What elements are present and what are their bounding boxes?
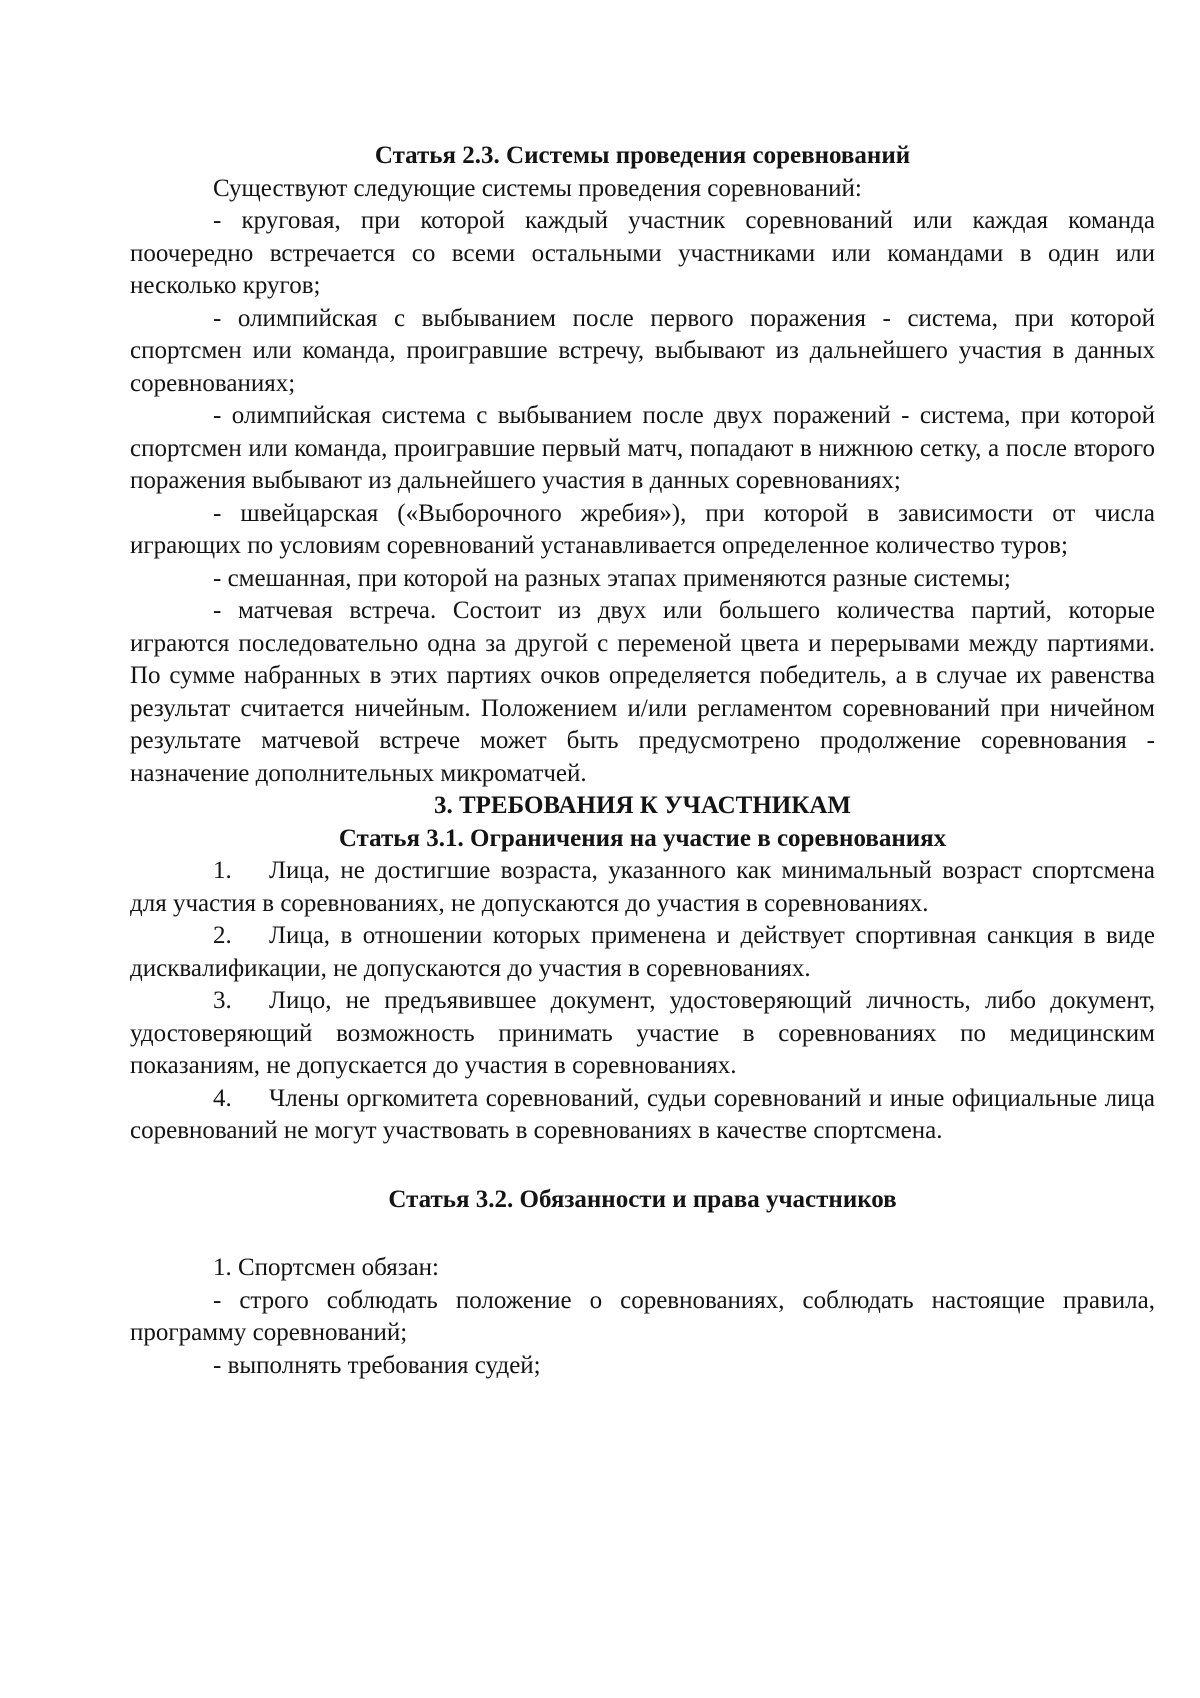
item-number: 3. [213, 987, 232, 1014]
document-page [130, 140, 1155, 1382]
numbered-item [130, 920, 1155, 985]
section-3-title: 3. ТРЕБОВАНИЯ К УЧАСТНИКАМ [433, 792, 852, 819]
article-2-3-title: Статья 2.3. Системы проведения соревнований [374, 142, 911, 169]
numbered-item [130, 1083, 1155, 1148]
list-item: - швейцарская («Выборочного жребия»), при которой в зависимости от числа играющих по условиям соревнований устанавливается определенное количество туров; [130, 499, 1155, 559]
numbered-item [130, 985, 1155, 1083]
list-item: - выполнять требования судей; [213, 1351, 541, 1379]
list-item: - круговая, при которой каждый участник соревнований или каждая команда поочередно встречается со всеми остальными участниками или командами в один или несколько кругов; [130, 207, 1155, 299]
item-text: Лица, не достигшие возраста, указанного как минимальный возраст спортсмена для участия в соревнованиях, не допускаются до участия в соревнованиях. [130, 857, 1155, 917]
list-item: - олимпийская с выбыванием после первого поражения - система, при которой спортсмен или команда, проигравшие встречу, выбывают из дальнейшего участия в данных соревнованиях; [130, 304, 1155, 397]
item-text: Лица, в отношении которых применена и действует спортивная санкция в виде дисквалификации, не допускаются до участия в соревнованиях. [130, 922, 1155, 982]
item-number: 2. [213, 922, 232, 949]
list-item: - смешанная, при которой на разных этапах применяются разные системы; [213, 564, 1011, 592]
item-number: 1. [213, 857, 232, 884]
article-3-2-lead: 1. Спортсмен обязан: [213, 1254, 439, 1281]
list-item: - матчевая встреча. Состоит из двух или большего количества партий, которые играются последовательно одна за другой с переменой цвета и перерывами между партиями. По сумме набранных в этих партиях очков определяется победитель, а в случае их равенства результат считается ничейным. Положением и/или регламентом соревнований при ничейном результате матчевой встрече может быть предусмотрено продолжение соревнования - назначение дополнительных микроматчей. [130, 597, 1155, 787]
item-text: Члены оргкомитета соревнований, судьи соревнований и иные официальные лица соревнований не могут участвовать в соревнованиях в качестве спортсмена. [130, 1084, 1155, 1144]
article-3-1-title: Статья 3.1. Ограничения на участие в соревнованиях [338, 824, 947, 852]
article-3-2-title: Статья 3.2. Обязанности и права участников [388, 1185, 897, 1213]
numbered-item [130, 855, 1155, 920]
item-text: Лицо, не предъявившее документ, удостоверяющий личность, либо документ, удостоверяющий возможность принимать участие в соревнованиях по медицинским показаниям, не допускается до участия в соревнованиях. [130, 987, 1155, 1079]
article-2-3-intro: Существуют следующие системы проведения соревнований: [213, 174, 862, 202]
item-number: 4. [213, 1084, 232, 1112]
list-item: - олимпийская система с выбыванием после двух поражений - система, при которой спортсмен или команда, проигравшие первый матч, попадают в нижнюю сетку, а после второго поражения выбывают из дальнейшего участия в данных соревнованиях; [130, 402, 1155, 494]
list-item: - строго соблюдать положение о соревнованиях, соблюдать настоящие правила, программу соревнований; [130, 1286, 1155, 1346]
